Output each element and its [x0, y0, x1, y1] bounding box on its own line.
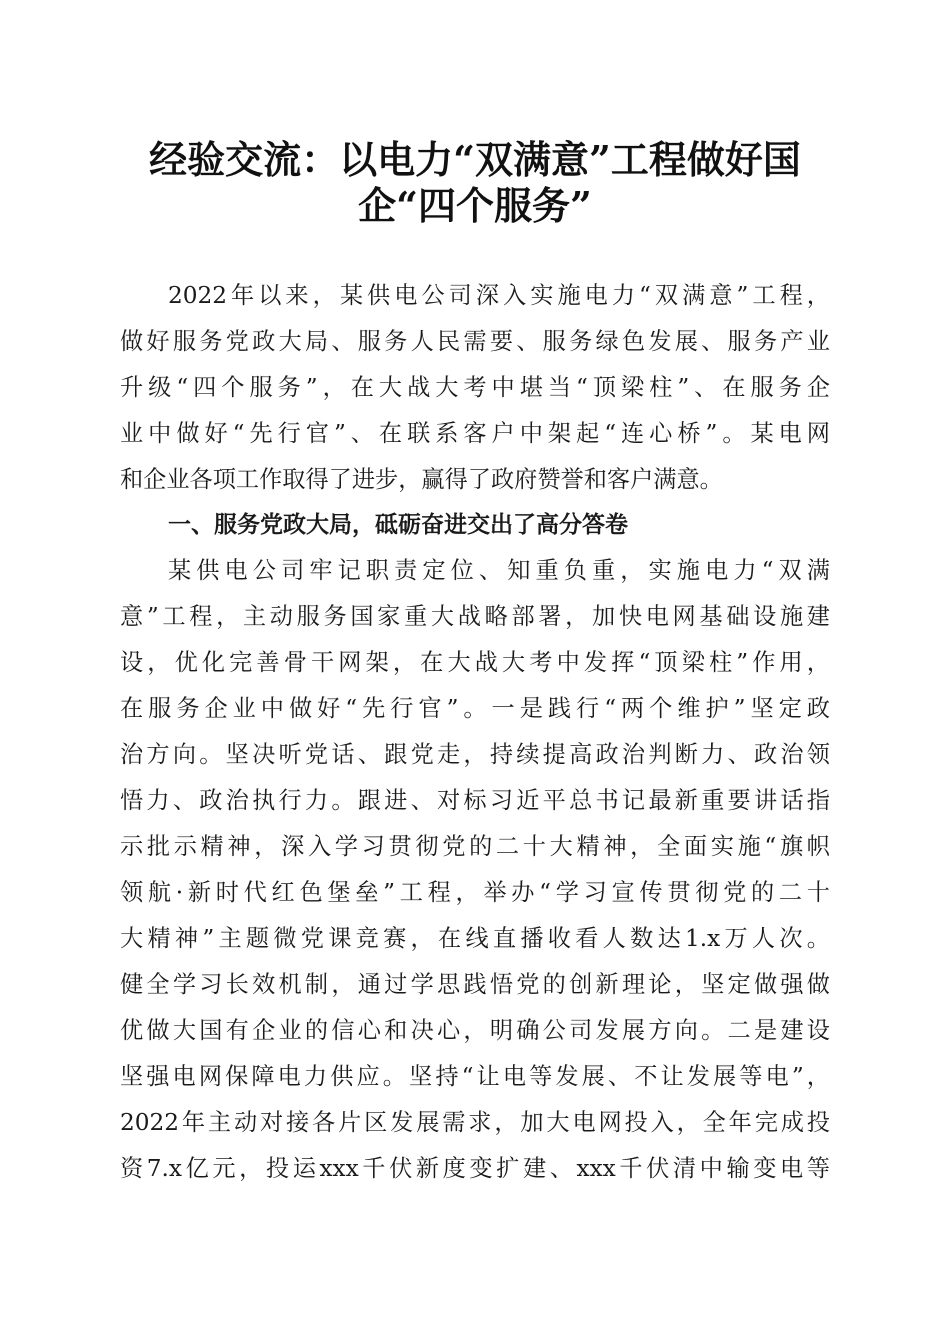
- section1-paragraph-line: 优做大国有企业的信心和决心，明确公司发展方向。二是建设: [120, 1017, 830, 1044]
- section1-paragraph-line: 示批示精神，深入学习贯彻党的二十大精神，全面实施“旗帜: [120, 833, 830, 860]
- section1-paragraph-line: 坚强电网保障电力供应。坚持“让电等发展、不让发展等电”，: [120, 1063, 830, 1090]
- section-heading-1: 一、服务党政大局，砥砺奋进交出了高分答卷: [168, 512, 628, 538]
- section1-paragraph-line: 治方向。坚决听党话、跟党走，持续提高政治判断力、政治领: [120, 741, 830, 768]
- intro-paragraph-line: 做好服务党政大局、服务人民需要、服务绿色发展、服务产业: [120, 328, 830, 355]
- section1-paragraph-line: 2022年主动对接各片区发展需求，加大电网投入，全年完成投: [120, 1109, 830, 1136]
- section1-paragraph-line: 某供电公司牢记职责定位、知重负重，实施电力“双满: [168, 557, 830, 584]
- document-title-line-2: 企“四个服务”: [358, 183, 592, 228]
- section1-paragraph-line: 大精神”主题微党课竞赛，在线直播收看人数达1.x万人次。: [120, 925, 830, 952]
- intro-paragraph-line: 和企业各项工作取得了进步，赢得了政府赞誉和客户满意。: [120, 466, 723, 493]
- intro-paragraph-line: 业中做好“先行官”、在联系客户中架起“连心桥”。某电网: [120, 420, 830, 447]
- section1-paragraph-line: 悟力、政治执行力。跟进、对标习近平总书记最新重要讲话指: [120, 787, 830, 814]
- document-title-line-1: 经验交流：以电力“双满意”工程做好国: [149, 137, 801, 182]
- section1-paragraph-line: 意”工程，主动服务国家重大战略部署，加快电网基础设施建: [120, 603, 830, 630]
- intro-paragraph-line: 2022年以来，某供电公司深入实施电力“双满意”工程，: [168, 282, 830, 309]
- section1-paragraph-line: 在服务企业中做好“先行官”。一是践行“两个维护”坚定政: [120, 695, 830, 722]
- section1-paragraph-line: 健全学习长效机制，通过学思践悟党的创新理论，坚定做强做: [120, 971, 830, 998]
- intro-paragraph-line: 升级“四个服务”，在大战大考中堪当“顶梁柱”、在服务企: [120, 374, 830, 401]
- section1-paragraph-line: 设，优化完善骨干网架，在大战大考中发挥“顶梁柱”作用，: [120, 649, 830, 676]
- section1-paragraph-line: 资7.x亿元，投运xxx千伏新度变扩建、xxx千伏清中输变电等: [120, 1155, 830, 1182]
- section1-paragraph-line: 领航·新时代红色堡垒”工程，举办“学习宣传贯彻党的二十: [120, 879, 830, 906]
